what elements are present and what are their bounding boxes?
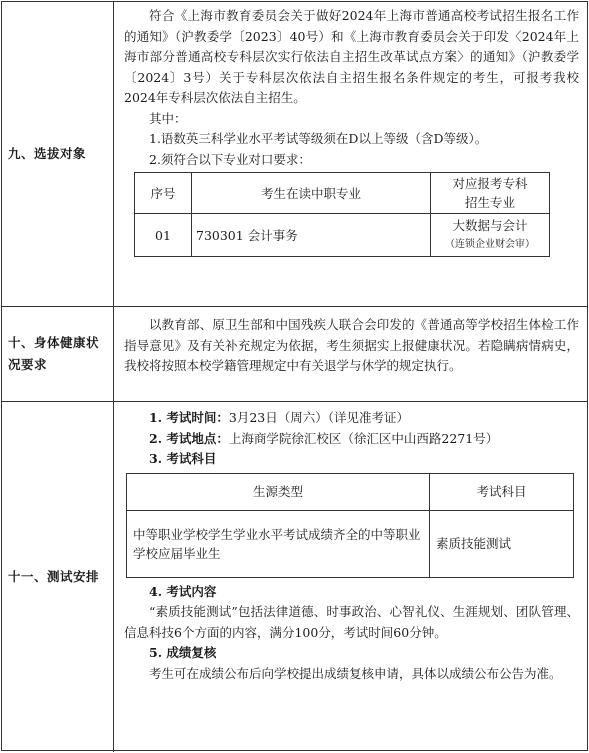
requirements-table — [1, 1, 588, 751]
table-row — [127, 510, 574, 577]
section-10-body — [114, 307, 587, 402]
section-10-label-line1: 十、身体健康状 — [8, 335, 100, 350]
section-9-qizhong: 其中： — [149, 110, 187, 126]
section-label-exam — [2, 402, 114, 752]
row-target-note: （连锁企业财会审） — [445, 239, 535, 250]
section-9-body — [114, 2, 587, 307]
section-9-item-1: 1.语数英三科学业水平考试等级须在D以上等级（含D等级）。 — [149, 131, 488, 146]
major-match-table — [134, 172, 550, 257]
exam-content-text: “素质技能测试”包括法律道德、时事政治、心智礼仪、生涯规划、团队管理、信息科技6个方面的内容，满分100分，考试时间60分钟。 — [124, 604, 579, 640]
section-10-paragraph: 以教育部、原卫生部和中国残疾人联合会印发的《普通高等学校招生体检工作指导意见》及有关补充规定为依据，考生须据实上报健康状况。若隐瞒病情病史，我校将按照本校学籍管理规定中有关退学与休学的规定执行。 — [124, 317, 579, 373]
row-target-name: 大数据与会计 — [452, 218, 528, 233]
section-11-label: 十一、测试安排 — [8, 569, 100, 584]
row-exam-subject: 素质技能测试 — [430, 510, 574, 577]
exam-subject-table — [126, 473, 574, 578]
exam-place-label: 2. 考试地点： — [149, 430, 229, 446]
section-10-label-line2: 况要求 — [8, 357, 48, 372]
section-11-body — [114, 402, 587, 752]
exam-subject-label: 3. 考试科目 — [149, 451, 217, 466]
exam-time-value: 3月23日（周六）（详见准考证） — [228, 410, 410, 425]
header-target-major — [431, 173, 550, 214]
section-9-paragraph: 符合《上海市教育委员会关于做好2024年上海市普通高校考试招生报名工作的通知》（沪教委学〔2023〕40号）和《上海市教育委员会关于印发〈2024年上海市部分普通高校专科层次实行依法自主招生改革试点方案〉的通知》（沪教委学〔2024〕3号）关于专科层次依法自主招生报名条件规定的考生，可报考我校2024年专科层次依法自主招生。 — [124, 8, 579, 105]
section-9-label: 九、选拔对象 — [8, 146, 87, 161]
row-target-major — [431, 214, 550, 257]
exam-time-label: 1. 考试时间： — [149, 410, 229, 425]
header-no: 序号 — [135, 173, 192, 214]
score-review-text: 考生可在成绩公布后向学校提出成绩复核申请，具体以成绩公布公告为准。 — [149, 665, 562, 681]
section-9-item-2: 2.须符合以下专业对口要求： — [149, 151, 311, 167]
header-current-major: 考生在读中职专业 — [192, 173, 431, 214]
header-target-line1: 对应报考专科 — [452, 176, 528, 191]
exam-table-header — [127, 473, 574, 510]
exam-time — [124, 408, 579, 429]
table-row — [135, 214, 550, 257]
header-exam-subject: 考试科目 — [430, 473, 574, 510]
row-current-major: 730301 会计事务 — [192, 214, 431, 257]
row-source-type: 中等职业学校学生学业水平考试成绩齐全的中等职业学校应届毕业生 — [127, 510, 430, 577]
header-target-line2: 招生专业 — [464, 195, 515, 210]
exam-content-label: 4. 考试内容 — [149, 583, 217, 599]
header-source-type: 生源类型 — [127, 473, 430, 510]
section-label-selection-target — [2, 2, 114, 307]
exam-place — [124, 429, 579, 450]
exam-place-value: 上海商学院徐汇校区（徐汇区中山西路2271号） — [228, 430, 499, 446]
section-label-health — [2, 307, 114, 402]
row-no: 01 — [135, 214, 192, 257]
score-review-label: 5. 成绩复核 — [149, 645, 217, 660]
major-table-header — [135, 173, 550, 214]
